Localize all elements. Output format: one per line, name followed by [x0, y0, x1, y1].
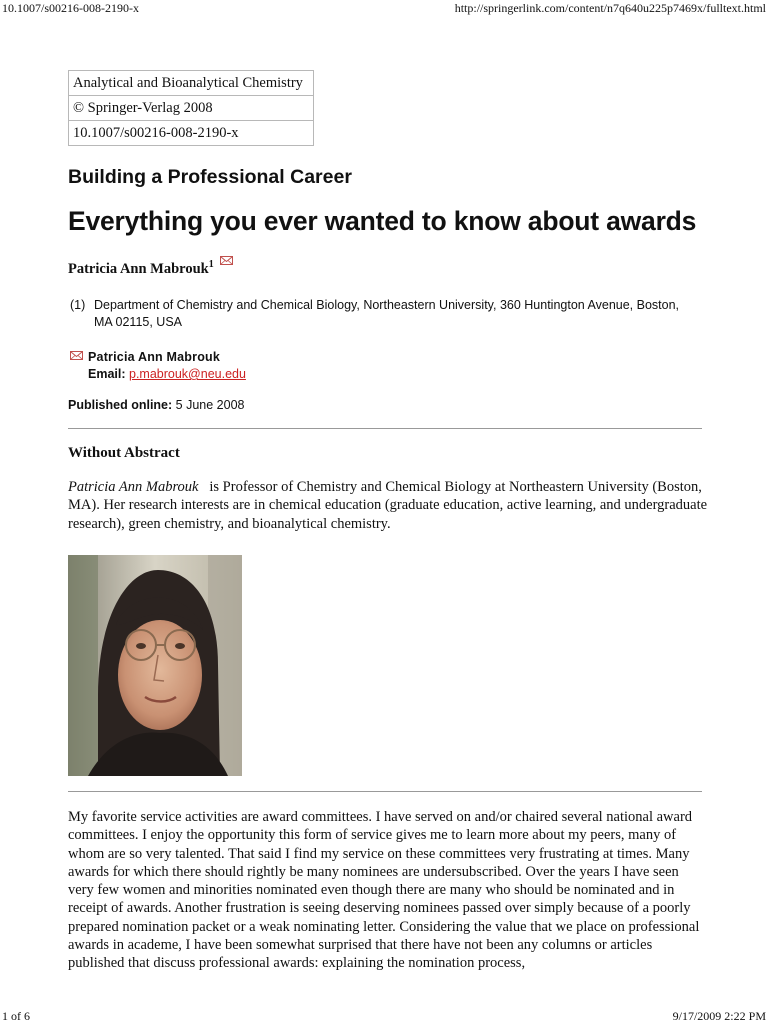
journal-info-box — [68, 70, 314, 146]
email-label: Email: — [88, 367, 126, 381]
email-icon — [70, 351, 83, 360]
published-label: Published online: — [68, 398, 173, 412]
journal-doi: 10.1007/s00216-008-2190-x — [69, 121, 314, 146]
article-title: Everything you ever wanted to know about awards — [68, 206, 697, 236]
body-paragraph: My favorite service activities are award committees. I have served on and/or chaired several national award committees. I enjoy the opportunity this form of service gives me to learn more about my peers, many of whom are so very talented. That said I find my service on these committees very frustrating at times. Many awards for which there should rightly be many nominees are undersubscribed. Over the years I have seen very few women and minorities nominated even though there are many who should be nominated and in receipt of awards. Another frustration is seeing deserving nominees passed over simply because of a poorly prepared nomination packet or a weak nominating letter. Considering the value that we place on professional awards in academe, I have been somewhat surprised that there have not been any columns or articles published that discuss professional awards: explaining the nomination process, — [68, 809, 700, 972]
author-affil-ref: 1 — [208, 259, 214, 270]
email-link[interactable]: p.mabrouk@neu.edu — [129, 367, 246, 381]
published-date: 5 June 2008 — [175, 398, 245, 412]
author-line — [68, 259, 233, 278]
browser-header-url: http://springerlink.com/content/n7q640u225p7469x/fulltext.html — [454, 1, 766, 15]
affiliation-text: Department of Chemistry and Chemical Biology, Northeastern University, 360 Huntington Avenue, Boston, MA 02115, USA — [94, 298, 680, 329]
abstract-heading: Without Abstract — [68, 445, 180, 461]
contact-name: Patricia Ann Mabrouk — [88, 350, 221, 364]
journal-name: Analytical and Bioanalytical Chemistry — [69, 71, 314, 96]
author-photo — [68, 555, 242, 776]
affiliation-number: (1) — [70, 298, 86, 312]
bio-paragraph — [68, 478, 708, 533]
divider — [68, 428, 702, 429]
browser-header-doi: 10.1007/s00216-008-2190-x — [2, 1, 139, 15]
bio-name: Patricia Ann Mabrouk — [68, 479, 199, 495]
email-icon[interactable] — [220, 256, 233, 265]
published-online — [68, 398, 244, 412]
browser-footer-page: 1 of 6 — [2, 1009, 30, 1023]
bio-text: is Professor of Chemistry and Chemical Biology at Northeastern University (Boston, MA). Her research interests are in chemical education (graduate education, active learning, and undergraduate research), green chemistry, and bioanalytical chemistry. — [68, 479, 708, 532]
section-label: Building a Professional Career — [68, 166, 352, 188]
email-row — [88, 366, 246, 383]
author-name[interactable]: Patricia Ann Mabrouk — [68, 261, 209, 277]
affiliation — [68, 297, 688, 331]
journal-copyright: © Springer-Verlag 2008 — [69, 96, 314, 121]
divider — [68, 791, 702, 792]
browser-footer-datetime: 9/17/2009 2:22 PM — [672, 1009, 766, 1023]
contact-block — [68, 349, 246, 383]
